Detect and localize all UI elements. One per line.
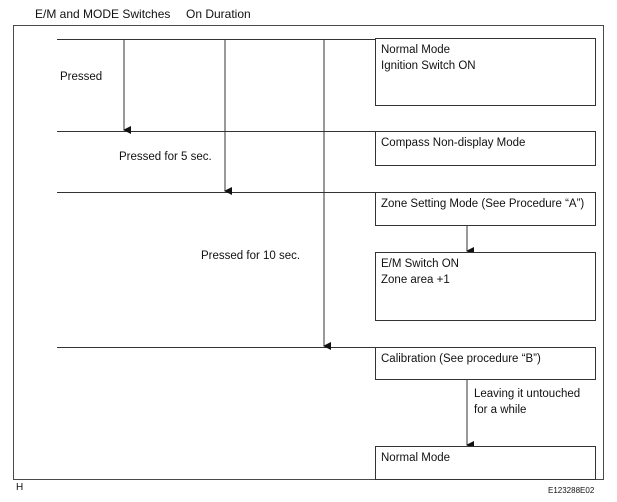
label-pressed: Pressed [60,71,103,83]
mode-box-compass-non-display [375,131,596,166]
label-pressed-5-sec: Pressed for 5 sec. [119,151,212,163]
mode-line: Zone area +1 [381,274,450,286]
mode-line: Compass Non-display Mode [381,137,526,149]
mode-line: Ignition Switch ON [381,60,476,72]
mode-line: E/M Switch ON [381,258,459,270]
mode-line: Calibration (See procedure “B”) [381,353,541,365]
mode-box-calibration [375,347,596,380]
mode-box-normal-final [375,446,596,480]
header-switches: E/M and MODE Switches [35,7,171,21]
label-pressed-10-sec: Pressed for 10 sec. [201,250,301,262]
transition-line: Leaving it untouched [474,388,581,400]
figure-id: E123288E02 [548,486,595,495]
header-on-duration: On Duration [186,7,251,21]
mode-line: Normal Mode [381,452,451,464]
mode-line: Zone Setting Mode (See Procedure “A”) [381,198,585,210]
label-leaving-untouched [474,386,580,418]
transition-line: for a while [474,404,527,416]
mode-box-em-switch-on [375,252,596,321]
mode-box-zone-setting [375,192,596,226]
corner-mark-h: H [16,482,24,493]
mode-line: Normal Mode [381,44,451,56]
mode-box-normal-ignition [375,38,596,106]
